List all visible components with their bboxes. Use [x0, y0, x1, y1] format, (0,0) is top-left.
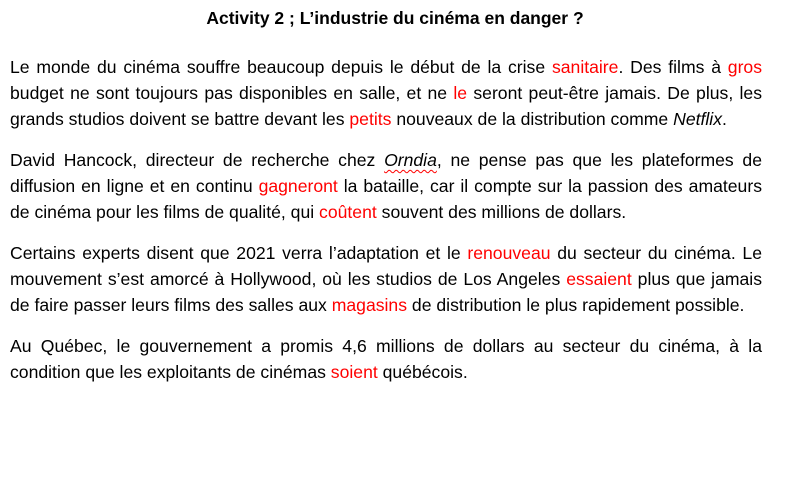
activity-title: Activity 2 ; L’industrie du cinéma en danger ? — [206, 8, 584, 28]
highlighted-word: gros — [727, 57, 763, 77]
text-segment: souvent des millions de dollars. — [376, 202, 627, 222]
highlighted-word: gagneront — [258, 176, 338, 196]
italic-text: Netflix — [673, 109, 722, 129]
text-segment: , ne pense pas que les plateformes de diffusion en ligne et en continu — [10, 150, 763, 196]
highlighted-word: renouveau — [467, 243, 551, 263]
paragraph-4 — [10, 333, 762, 385]
misspelled-word: Orndia — [384, 150, 437, 170]
text-segment: Au Québec, le gouvernement a promis 4,6 millions de dollars au secteur du cinéma, à la condition que les exploitants de cinémas — [10, 336, 762, 382]
text-segment: la bataille, car il compte sur la passion des amateurs de cinéma pour les films de qualité, qui — [10, 176, 762, 222]
highlighted-word: petits — [349, 109, 392, 129]
highlighted-word: essaient — [566, 269, 632, 289]
text-segment: nouveaux de la distribution comme — [391, 109, 674, 129]
document-body — [10, 54, 762, 400]
text-segment: de distribution le plus rapidement possible. — [407, 295, 745, 315]
text-segment: . — [722, 109, 727, 129]
text-segment: David Hancock, directeur de recherche chez — [10, 150, 385, 170]
highlighted-word: sanitaire — [551, 57, 619, 77]
text-segment: budget ne sont toujours pas disponibles en salle, et ne — [10, 83, 454, 103]
highlighted-word: le — [453, 83, 468, 103]
text-segment: seront peut-être jamais. De plus, les grands studios doivent se battre devant les — [10, 83, 762, 129]
text-segment: Certains experts disent que 2021 verra l’adaptation et le — [10, 243, 468, 263]
paragraph-1 — [10, 54, 762, 132]
highlighted-word: magasins — [331, 295, 408, 315]
text-segment: plus que jamais de faire passer leurs films des salles aux — [10, 269, 762, 315]
paragraph-3 — [10, 240, 762, 318]
paragraph-2 — [10, 147, 762, 225]
text-segment: Le monde du cinéma souffre beaucoup depuis le début de la crise — [10, 57, 552, 77]
text-segment: . Des films à — [618, 57, 728, 77]
text-segment: du secteur du cinéma. Le mouvement s’est amorcé à Hollywood, où les studios de Los Angeles — [10, 243, 762, 289]
highlighted-word: soient — [330, 362, 378, 382]
highlighted-word: coûtent — [319, 202, 377, 222]
text-segment: québécois. — [377, 362, 468, 382]
